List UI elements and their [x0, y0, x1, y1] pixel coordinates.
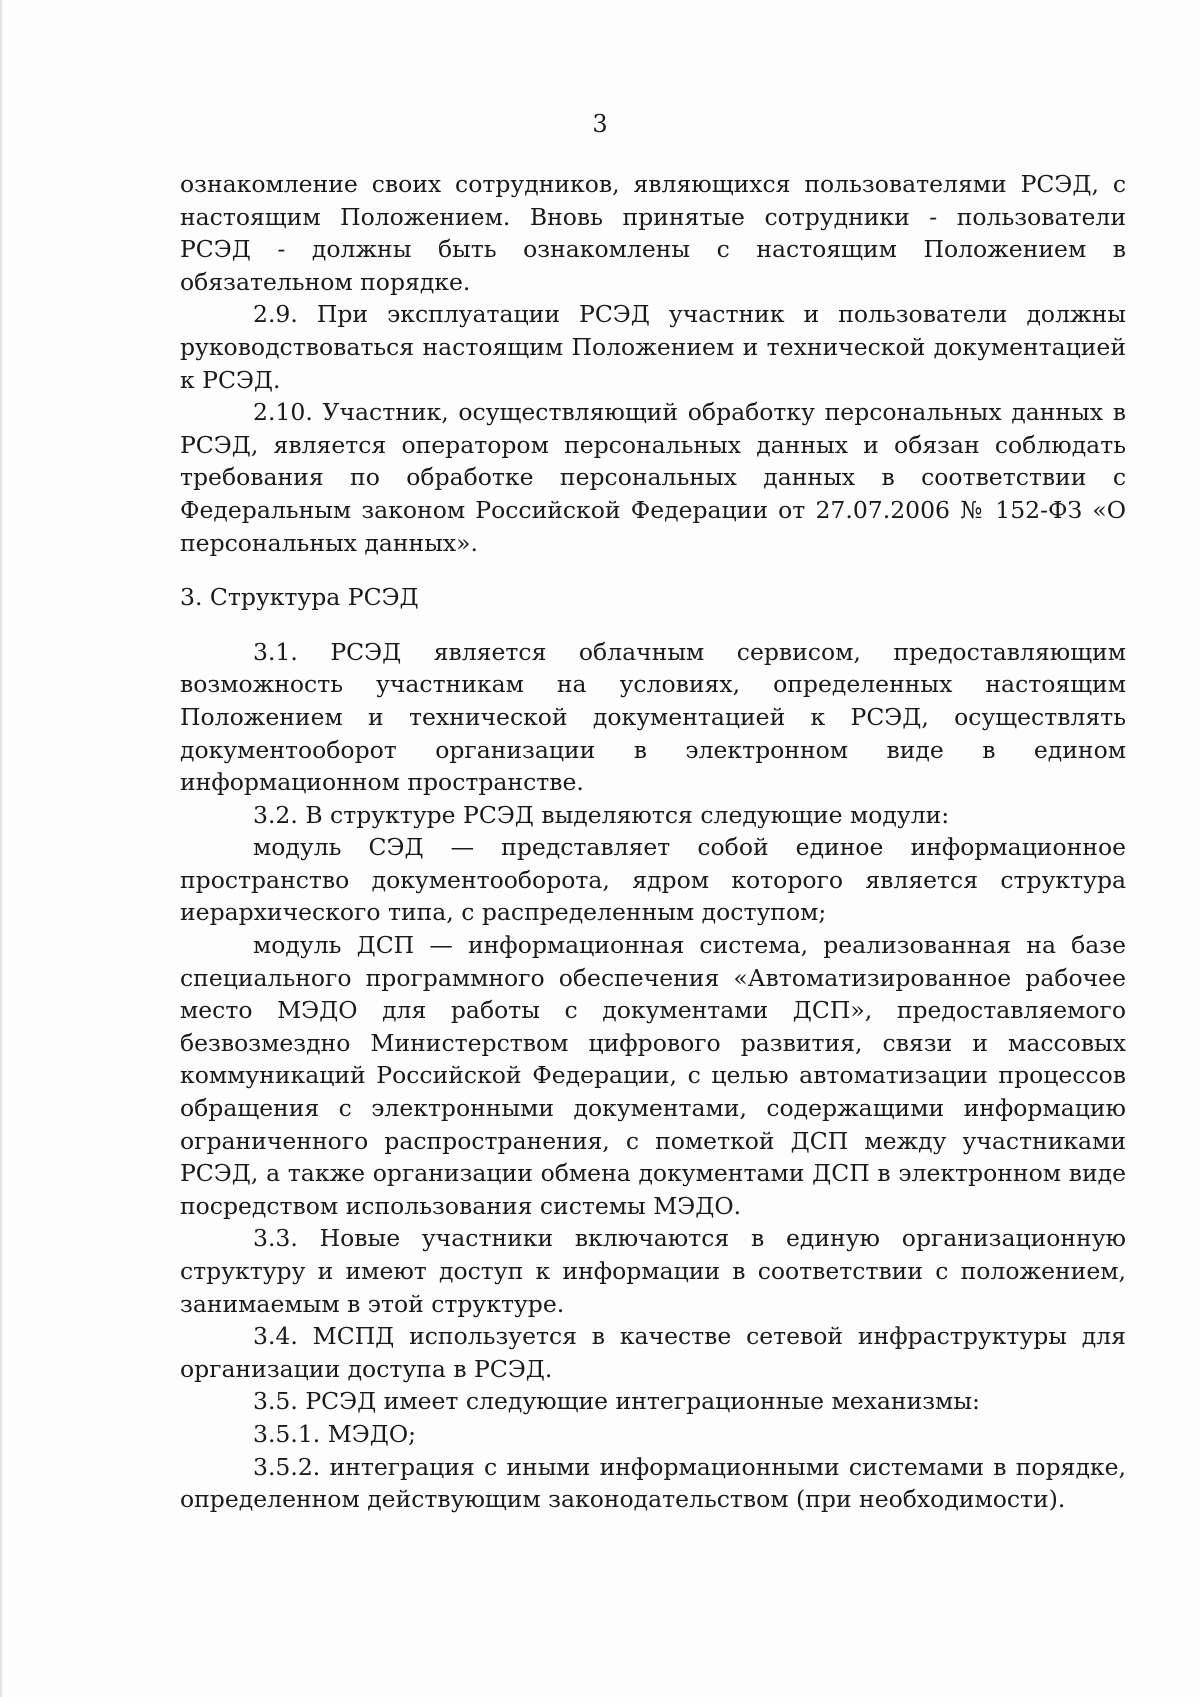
paragraph-3-4: 3.4. МСПД используется в качестве сетевой инфраструктуры для организации доступа в РСЭД.	[180, 1322, 1126, 1383]
paragraph-module-sed: модуль СЭД — представляет собой единое информационное пространство документооборота, ядром которого является структура иерархического типа, с распределенным доступом;	[180, 833, 1126, 927]
paragraph-2-10: 2.10. Участник, осуществляющий обработку персональных данных в РСЭД, является оператором персональных данных и обязан соблюдать требования по обработке персональных данных в соответствии с Федеральным законом Российской Федерации от 27.07.2006 № 152-ФЗ «О персональных данных».	[180, 398, 1126, 557]
paragraph-3-2: 3.2. В структуре РСЭД выделяются следующие модули:	[253, 800, 950, 829]
page-number: 3	[592, 110, 608, 138]
section-heading: 3. Структура РСЭД	[180, 583, 419, 612]
paragraph-continuation: ознакомление своих сотрудников, являющихся пользователями РСЭД, с настоящим Положением. Вновь принятые сотрудники - пользователи РСЭД - должны быть ознакомлены с настоящим Положением в обязательном порядке.	[180, 170, 1126, 296]
paragraph-3-5-1: 3.5.1. МЭДО;	[253, 1419, 417, 1448]
document-body	[180, 168, 1126, 1516]
paragraph-3-1: 3.1. РСЭД является облачным сервисом, предоставляющим возможность участникам на условиях, определенных настоящим Положением и технической документацией к РСЭД, осуществлять документооборот организации в электронном виде в едином информационном пространстве.	[180, 637, 1126, 797]
scan-edge	[0, 0, 3, 1697]
paragraph-3-3: 3.3. Новые участники включаются в единую организационную структуру и имеют доступ к информации в соответствии с положением, занимаемым в этой структуре.	[180, 1224, 1126, 1318]
paragraph-3-5: 3.5. РСЭД имеет следующие интеграционные механизмы:	[253, 1387, 980, 1416]
paragraph-module-dsp: модуль ДСП — информационная система, реализованная на базе специального программного обеспечения «Автоматизированное рабочее место МЭДО для работы с документами ДСП», предоставляемого безвозмездно Министерством цифрового развития, связи и массовых коммуникаций Российской Федерации, с целью автоматизации процессов обращения с электронными документами, содержащими информацию ограниченного распространения, с пометкой ДСП между участниками РСЭД, а также организации обмена документами ДСП в электронном виде посредством использования системы МЭДО.	[180, 931, 1126, 1220]
paragraph-3-5-2: 3.5.2. интеграция с иными информационными системами в порядке, определенном действующим законодательством (при необходимости).	[180, 1452, 1126, 1514]
paragraph-2-9: 2.9. При эксплуатации РСЭД участник и пользователи должны руководствоваться настоящим Положением и технической документацией к РСЭД.	[180, 300, 1126, 394]
